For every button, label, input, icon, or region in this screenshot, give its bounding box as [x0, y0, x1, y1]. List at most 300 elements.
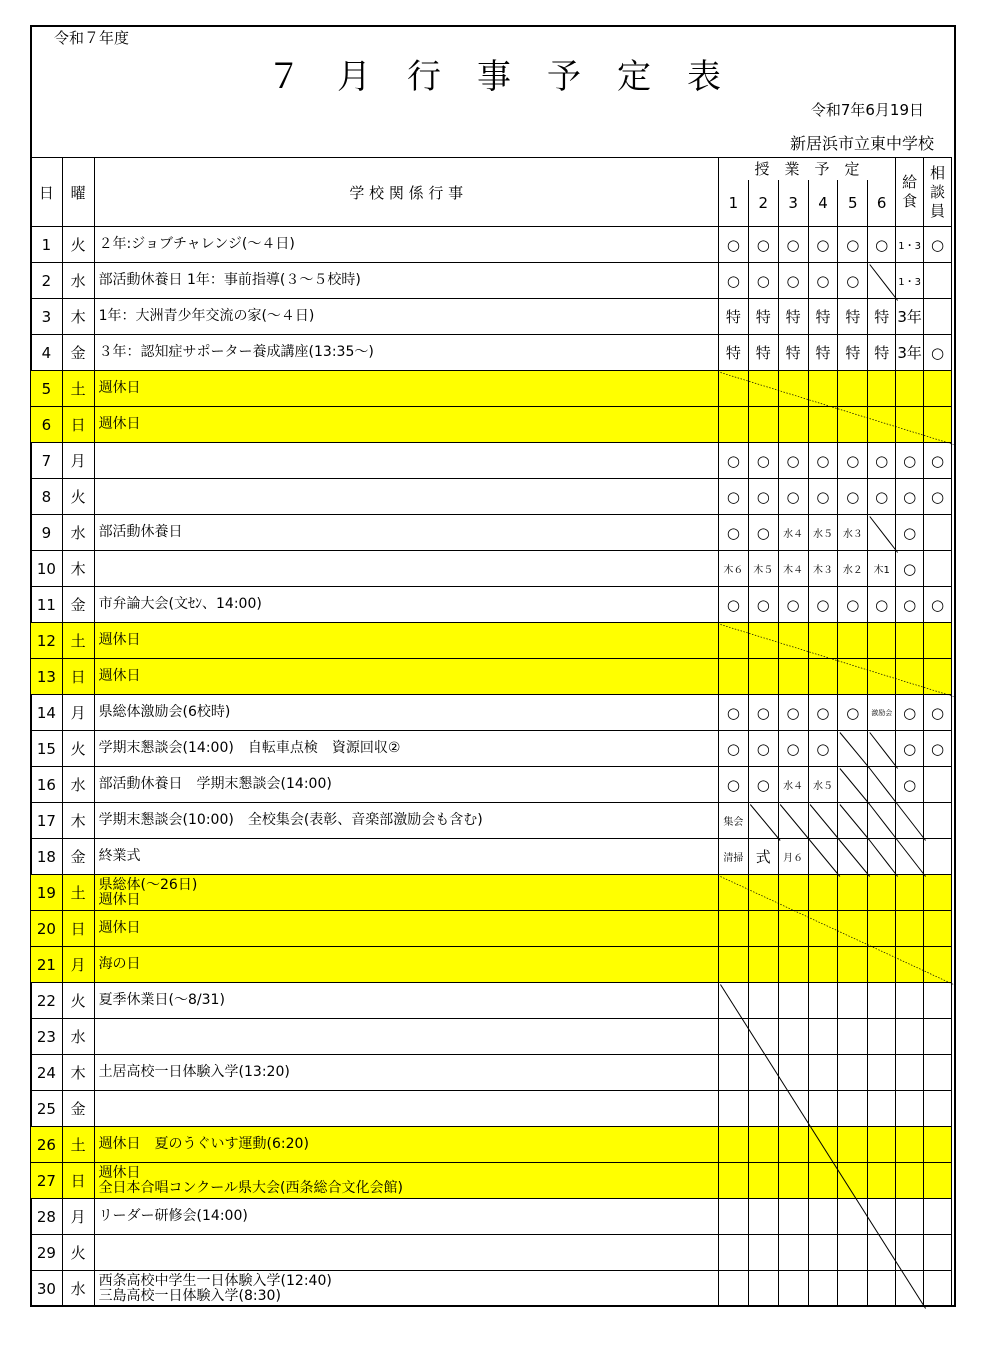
day-cell: 30	[31, 1271, 63, 1307]
weekday-cell: 土	[62, 623, 94, 659]
day-cell: 3	[31, 299, 63, 335]
period-cell: ○	[808, 227, 838, 263]
event-cell: 西条高校中学生一日体験入学(12:40) 三島高校一日体験入学(8:30)	[94, 1271, 718, 1307]
weekday-cell: 火	[62, 479, 94, 515]
period-cell: 水５	[808, 515, 838, 551]
period-cell	[778, 1091, 808, 1127]
fiscal-year: 令和７年度	[54, 29, 130, 47]
event-cell: リーダー研修会(14:00)	[94, 1199, 718, 1235]
period-cell	[808, 875, 838, 911]
weekday-cell: 月	[62, 695, 94, 731]
period-cell: ○	[778, 443, 808, 479]
day-cell: 8	[31, 479, 63, 515]
lunch-cell: 1・3	[896, 227, 924, 263]
counselor-cell	[924, 803, 952, 839]
period-cell: 特	[808, 335, 838, 371]
period-cell	[868, 911, 896, 947]
lunch-cell	[896, 1235, 924, 1271]
period-cell	[838, 875, 868, 911]
period-cell	[718, 1163, 748, 1199]
lunch-cell: ○	[896, 443, 924, 479]
period-cell: 特	[868, 299, 896, 335]
period-cell	[838, 1127, 868, 1163]
day-cell: 13	[31, 659, 63, 695]
day-cell: 9	[31, 515, 63, 551]
period-cell	[718, 1019, 748, 1055]
day-cell: 26	[31, 1127, 63, 1163]
period-cell	[838, 1235, 868, 1271]
counselor-cell	[924, 551, 952, 587]
weekday-cell: 金	[62, 1091, 94, 1127]
period-cell	[838, 407, 868, 443]
lunch-cell: 3年	[896, 299, 924, 335]
lunch-cell	[896, 371, 924, 407]
period-cell: ○	[748, 479, 778, 515]
period-cell	[868, 263, 896, 299]
period-cell: 水２	[838, 551, 868, 587]
lunch-cell	[896, 623, 924, 659]
period-cell	[778, 1199, 808, 1235]
period-cell: ○	[778, 587, 808, 623]
period-cell: ○	[838, 695, 868, 731]
period-cell	[808, 623, 838, 659]
period-cell	[748, 407, 778, 443]
lunch-cell: ○	[896, 479, 924, 515]
period-cell	[748, 1019, 778, 1055]
lunch-cell	[896, 911, 924, 947]
period-cell	[868, 1235, 896, 1271]
lunch-cell	[896, 1199, 924, 1235]
lunch-cell	[896, 1091, 924, 1127]
header-classes-group: 授 業 予 定	[718, 158, 895, 180]
weekday-cell: 火	[62, 731, 94, 767]
counselor-cell	[924, 407, 952, 443]
table-row	[31, 263, 952, 299]
counselor-cell	[924, 1127, 952, 1163]
day-cell: 4	[31, 335, 63, 371]
period-cell	[838, 1271, 868, 1307]
event-cell: 週休日 全日本合唱コンクール県大会(西条総合文化会館)	[94, 1163, 718, 1199]
period-cell	[808, 983, 838, 1019]
counselor-cell	[924, 1199, 952, 1235]
counselor-cell	[924, 1163, 952, 1199]
period-cell: ○	[748, 731, 778, 767]
period-cell: ○	[748, 695, 778, 731]
period-cell	[808, 1019, 838, 1055]
table-row	[31, 299, 952, 335]
period-cell: ○	[748, 263, 778, 299]
period-cell	[718, 1271, 748, 1307]
period-cell: 月６	[778, 839, 808, 875]
table-row	[31, 587, 952, 623]
period-cell	[748, 659, 778, 695]
period-cell	[868, 731, 896, 767]
period-cell	[778, 947, 808, 983]
lunch-cell	[896, 983, 924, 1019]
day-cell: 17	[31, 803, 63, 839]
period-cell	[808, 1199, 838, 1235]
weekday-cell: 木	[62, 1055, 94, 1091]
period-cell	[808, 371, 838, 407]
period-cell	[868, 1091, 896, 1127]
period-cell	[868, 659, 896, 695]
period-cell	[868, 407, 896, 443]
day-cell: 14	[31, 695, 63, 731]
period-cell: 激励会	[868, 695, 896, 731]
period-cell	[718, 1055, 748, 1091]
period-cell	[748, 371, 778, 407]
event-cell	[94, 443, 718, 479]
day-cell: 28	[31, 1199, 63, 1235]
period-cell: ○	[748, 587, 778, 623]
counselor-cell: ○	[924, 335, 952, 371]
period-cell	[808, 1055, 838, 1091]
period-cell: ○	[718, 443, 748, 479]
period-cell: ○	[718, 587, 748, 623]
period-cell: 特	[778, 335, 808, 371]
day-cell: 12	[31, 623, 63, 659]
period-cell: ○	[778, 695, 808, 731]
period-cell	[718, 875, 748, 911]
event-cell: 学期末懇談会(14:00) 自転車点検 資源回収②	[94, 731, 718, 767]
period-cell: 木６	[718, 551, 748, 587]
day-cell: 15	[31, 731, 63, 767]
header-lunch: 給食	[896, 158, 924, 227]
period-cell	[868, 515, 896, 551]
period-cell	[718, 659, 748, 695]
table-row	[31, 227, 952, 263]
period-cell: ○	[868, 479, 896, 515]
period-cell: 特	[838, 299, 868, 335]
period-cell	[838, 1055, 868, 1091]
day-cell: 19	[31, 875, 63, 911]
period-cell	[748, 1127, 778, 1163]
period-cell: ○	[808, 731, 838, 767]
counselor-cell	[924, 1055, 952, 1091]
period-cell	[778, 1055, 808, 1091]
counselor-cell	[924, 875, 952, 911]
header-weekday: 曜	[62, 158, 94, 227]
period-cell	[838, 1091, 868, 1127]
table-row	[31, 515, 952, 551]
table-row	[31, 1163, 952, 1199]
period-cell	[718, 1199, 748, 1235]
table-row	[31, 1055, 952, 1091]
weekday-cell: 金	[62, 587, 94, 623]
period-header-2: 2	[748, 180, 778, 227]
day-cell: 23	[31, 1019, 63, 1055]
lunch-cell: ○	[896, 587, 924, 623]
table-row	[31, 803, 952, 839]
weekday-cell: 水	[62, 263, 94, 299]
period-cell	[868, 1163, 896, 1199]
event-cell: 終業式	[94, 839, 718, 875]
lunch-cell	[896, 839, 924, 875]
counselor-cell	[924, 371, 952, 407]
event-cell: 県総体(～26日) 週休日	[94, 875, 718, 911]
period-cell	[718, 623, 748, 659]
period-cell: ○	[718, 263, 748, 299]
school-name: 新居浜市立東中学校	[789, 134, 934, 153]
day-cell: 10	[31, 551, 63, 587]
header-counselor: 相談員	[924, 158, 952, 227]
period-cell	[748, 947, 778, 983]
day-cell: 27	[31, 1163, 63, 1199]
day-cell: 18	[31, 839, 63, 875]
period-cell	[778, 911, 808, 947]
day-cell: 24	[31, 1055, 63, 1091]
period-cell	[808, 803, 838, 839]
period-cell	[868, 1199, 896, 1235]
page-title: ７月行事予定表	[267, 57, 757, 97]
period-cell: 水４	[778, 515, 808, 551]
period-cell: 木1	[868, 551, 896, 587]
period-cell	[868, 1055, 896, 1091]
lunch-cell: ○	[896, 731, 924, 767]
period-cell	[838, 803, 868, 839]
period-cell: ○	[718, 479, 748, 515]
table-row	[31, 911, 952, 947]
table-row	[31, 551, 952, 587]
period-cell	[808, 1235, 838, 1271]
table-row	[31, 947, 952, 983]
period-cell	[718, 911, 748, 947]
counselor-cell	[924, 1271, 952, 1307]
period-cell	[868, 839, 896, 875]
header-day: 日	[31, 158, 63, 227]
period-cell	[718, 983, 748, 1019]
period-cell: ○	[808, 695, 838, 731]
lunch-cell: 3年	[896, 335, 924, 371]
day-cell: 29	[31, 1235, 63, 1271]
weekday-cell: 日	[62, 407, 94, 443]
table-row	[31, 1091, 952, 1127]
period-cell	[748, 1055, 778, 1091]
weekday-cell: 水	[62, 1019, 94, 1055]
period-cell	[838, 947, 868, 983]
weekday-cell: 火	[62, 983, 94, 1019]
counselor-cell	[924, 299, 952, 335]
period-cell	[838, 839, 868, 875]
period-cell	[748, 1091, 778, 1127]
event-cell	[94, 551, 718, 587]
period-cell: 特	[718, 335, 748, 371]
weekday-cell: 水	[62, 515, 94, 551]
weekday-cell: 月	[62, 443, 94, 479]
period-cell: ○	[748, 443, 778, 479]
counselor-cell: ○	[924, 731, 952, 767]
weekday-cell: 土	[62, 371, 94, 407]
event-cell: 部活動休養日 1年：事前指導(３～５校時)	[94, 263, 718, 299]
table-row	[31, 479, 952, 515]
period-cell: 木４	[778, 551, 808, 587]
event-cell: 週休日	[94, 623, 718, 659]
lunch-cell	[896, 407, 924, 443]
header-events: 学 校 関 係 行 事	[94, 158, 718, 227]
period-header-1: 1	[718, 180, 748, 227]
period-cell	[808, 659, 838, 695]
period-cell	[748, 1163, 778, 1199]
period-cell	[868, 767, 896, 803]
period-cell: 木５	[748, 551, 778, 587]
period-cell: ○	[838, 587, 868, 623]
event-cell: 週休日	[94, 407, 718, 443]
event-cell	[94, 1091, 718, 1127]
event-cell: 土居高校一日体験入学(13:20)	[94, 1055, 718, 1091]
period-header-6: 6	[868, 180, 896, 227]
lunch-cell	[896, 1271, 924, 1307]
lunch-cell	[896, 1127, 924, 1163]
counselor-cell	[924, 1235, 952, 1271]
period-cell: ○	[718, 767, 748, 803]
period-cell: ○	[718, 695, 748, 731]
period-cell: ○	[868, 227, 896, 263]
period-cell: 特	[838, 335, 868, 371]
event-cell: 週休日 夏のうぐいす運動(6:20)	[94, 1127, 718, 1163]
lunch-cell: ○	[896, 515, 924, 551]
day-cell: 2	[31, 263, 63, 299]
period-cell: 水３	[838, 515, 868, 551]
weekday-cell: 金	[62, 839, 94, 875]
period-cell	[778, 1235, 808, 1271]
lunch-cell	[896, 1163, 924, 1199]
period-cell	[838, 767, 868, 803]
counselor-cell: ○	[924, 227, 952, 263]
period-cell: 木３	[808, 551, 838, 587]
table-row	[31, 335, 952, 371]
counselor-cell	[924, 767, 952, 803]
period-cell	[748, 983, 778, 1019]
weekday-cell: 木	[62, 803, 94, 839]
event-cell: 市弁論大会(文ｾﾝ、14:00)	[94, 587, 718, 623]
weekday-cell: 火	[62, 227, 94, 263]
period-cell: ○	[808, 263, 838, 299]
counselor-cell	[924, 983, 952, 1019]
period-cell	[718, 1127, 748, 1163]
event-cell	[94, 1235, 718, 1271]
counselor-cell	[924, 1019, 952, 1055]
table-row	[31, 1271, 952, 1307]
period-cell: ○	[808, 479, 838, 515]
lunch-cell: 1・3	[896, 263, 924, 299]
weekday-cell: 土	[62, 875, 94, 911]
period-cell	[778, 875, 808, 911]
event-cell: 学期末懇談会(10:00) 全校集会(表彰、音楽部激励会も含む)	[94, 803, 718, 839]
table-row	[31, 659, 952, 695]
period-cell	[748, 875, 778, 911]
period-cell	[748, 911, 778, 947]
weekday-cell: 日	[62, 911, 94, 947]
lunch-cell	[896, 1055, 924, 1091]
weekday-cell: 金	[62, 335, 94, 371]
period-cell	[778, 659, 808, 695]
period-cell: ○	[808, 587, 838, 623]
event-cell: 県総体激励会(6校時)	[94, 695, 718, 731]
table-row	[31, 1235, 952, 1271]
lunch-cell	[896, 875, 924, 911]
counselor-cell	[924, 659, 952, 695]
day-cell: 21	[31, 947, 63, 983]
table-row	[31, 1019, 952, 1055]
period-cell: ○	[778, 227, 808, 263]
period-cell	[718, 407, 748, 443]
period-cell: ○	[748, 767, 778, 803]
period-cell	[868, 623, 896, 659]
event-cell	[94, 479, 718, 515]
period-cell: 特	[718, 299, 748, 335]
weekday-cell: 月	[62, 947, 94, 983]
table-row	[31, 623, 952, 659]
period-cell: 特	[748, 335, 778, 371]
counselor-cell	[924, 263, 952, 299]
counselor-cell	[924, 947, 952, 983]
period-cell	[748, 1271, 778, 1307]
period-header-3: 3	[778, 180, 808, 227]
day-cell: 7	[31, 443, 63, 479]
period-cell	[808, 911, 838, 947]
period-cell	[868, 371, 896, 407]
period-cell: ○	[838, 263, 868, 299]
period-cell: 式	[748, 839, 778, 875]
period-cell	[838, 731, 868, 767]
period-cell: ○	[718, 515, 748, 551]
period-cell: 特	[748, 299, 778, 335]
period-cell	[808, 1271, 838, 1307]
period-cell	[838, 623, 868, 659]
event-cell: ３年：認知症サポーター養成講座(13:35～)	[94, 335, 718, 371]
weekday-cell: 日	[62, 1163, 94, 1199]
weekday-cell: 月	[62, 1199, 94, 1235]
schedule-sheet	[30, 25, 956, 1307]
table-row	[31, 767, 952, 803]
period-cell	[868, 983, 896, 1019]
period-cell: ○	[838, 479, 868, 515]
counselor-cell	[924, 1091, 952, 1127]
period-cell	[868, 1127, 896, 1163]
weekday-cell: 日	[62, 659, 94, 695]
period-cell	[718, 947, 748, 983]
day-cell: 6	[31, 407, 63, 443]
table-row	[31, 407, 952, 443]
period-cell	[778, 803, 808, 839]
period-cell: ○	[778, 263, 808, 299]
lunch-cell: ○	[896, 551, 924, 587]
period-cell: ○	[718, 227, 748, 263]
event-cell: 週休日	[94, 911, 718, 947]
period-cell	[838, 659, 868, 695]
weekday-cell: 火	[62, 1235, 94, 1271]
period-cell	[808, 1091, 838, 1127]
period-cell	[868, 947, 896, 983]
counselor-cell: ○	[924, 479, 952, 515]
period-cell: 特	[778, 299, 808, 335]
period-header-5: 5	[838, 180, 868, 227]
period-cell: 水４	[778, 767, 808, 803]
period-cell: 特	[868, 335, 896, 371]
day-cell: 11	[31, 587, 63, 623]
table-row	[31, 443, 952, 479]
period-cell: ○	[868, 443, 896, 479]
lunch-cell: ○	[896, 695, 924, 731]
period-cell	[778, 623, 808, 659]
table-row	[31, 983, 952, 1019]
period-cell: ○	[778, 731, 808, 767]
lunch-cell: ○	[896, 767, 924, 803]
weekday-cell: 土	[62, 1127, 94, 1163]
period-cell	[838, 1199, 868, 1235]
period-cell	[808, 1127, 838, 1163]
period-cell: ○	[868, 587, 896, 623]
